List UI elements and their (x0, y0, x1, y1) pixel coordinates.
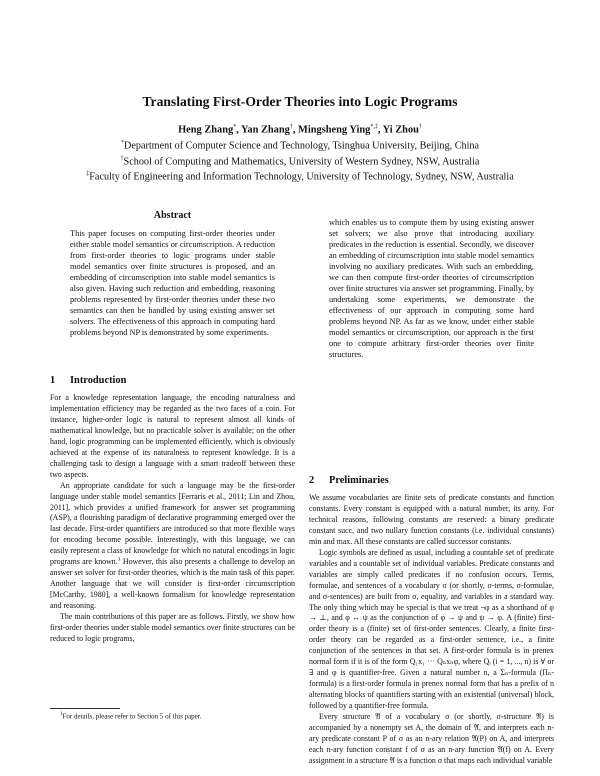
author-name: Yan Zhang (241, 124, 290, 136)
footnote-mark: 1 (60, 712, 63, 717)
section-title: Preliminaries (329, 475, 389, 486)
section-number: 2 (309, 475, 315, 486)
author-list: Heng Zhang*, Yan Zhang†, Mingsheng Ying*,‡, Yi Zhou† (178, 124, 422, 136)
affiliation (0, 140, 600, 151)
paragraph (50, 481, 295, 612)
affiliation (0, 156, 600, 167)
abstract-text: This paper focuses on computing first-order theories under either stable model semantics or circumscription. A reduction from first-order theories to logic programs under stable model semantics over finite structures is proposed, and an embedding of circumscription into stable model semantics is also given. Having such reduction and embedding, reasoning problems represented by first-order theories under these two semantics can then be handled by using existing answer set solvers. The effectiveness of this approach in computing hard problems beyond NP is demonstrated by some experiments. (70, 229, 275, 337)
affiliation-text: Faculty of Engineering and Information Technology, University of Technology, Sydney, NSW, Australia (89, 171, 514, 183)
abstract-text-continued: which enables us to compute them by using existing answer set solvers; we also prove that introducing auxiliary predicates in the reduction is essential. Secondly, we discover an embedding of circumscription into stable model semantics involving no auxiliary predicates. With such an embedding, we can then compute first-order theories of circumscription over finite structures via answer set programming. Finally, by undertaking some experiments, we demonstrate the effectiveness of our approach in computing some hard problems beyond NP. As far as we know, under either stable model semantics or circumscription, our approach is the first one to compute arbitrary first-order theories over finite structures. (329, 218, 534, 359)
author-mark: * (233, 124, 237, 130)
section-number: 1 (50, 375, 56, 386)
author-name: Yi Zhou (382, 124, 419, 136)
author-mark: † (289, 124, 293, 130)
paragraph-text: However, this also presents a challenge to develop an answer set solver for first-order theories, which is the main task of this paper. Another language that we will consider is first-order circumscription [McCarthy, 1980], a well-known formalism for knowledge representation and reasoning. (50, 557, 295, 611)
author-name: Heng Zhang (178, 124, 234, 136)
preliminaries-body (309, 493, 554, 767)
paragraph: The main contributions of this paper are as follows. Firstly, we show how first-order theories under stable model semantics over finite structures can be reduced to logic programs, (50, 612, 295, 643)
affiliation-mark: † (120, 156, 124, 162)
paragraph: Every structure 𝔄 of a vocabulary σ (or shortly, σ-structure 𝔄) is accompanied by a nonempty set A, the domain of 𝔄, and interprets each n-ary predicate constant P of σ as an n-ary relation 𝔄(P) on A, and interprets each n-ary function constant f of σ as an n-ary function 𝔄(f) on A. Every assignment in a structure 𝔄 is a function σ that maps each individual variable (309, 712, 554, 765)
footnote-reference: 1 (117, 556, 121, 563)
section-heading-preliminaries (309, 475, 389, 486)
section-heading-introduction (50, 375, 126, 386)
paragraph-text: An appropriate candidate for such a language may be the first-order language under stable model semantics [Ferraris et al., 2011; Lin and Zhou, 2011], which provides a unified framework for answer set programming (ASP), a flourishing paradigm of declarative programming emerged over the last decade. First-order quantifiers are introduced so that more flexible ways for encoding become possible. Interestingly, with this language, we can easily represent a class of knowledge for which no natural encodings in logic programs are known. (50, 480, 295, 567)
affiliation-text: Department of Computer Science and Technology, Tsinghua University, Beijing, China (123, 140, 480, 152)
section-title: Introduction (70, 375, 127, 386)
introduction-body (50, 393, 295, 645)
paragraph: We assume vocabularies are finite sets of predicate constants and function constants. Every constant is equipped with a natural number, its arity. For technical reasons, following constants are reserved: a binary predicate constant succ, and two nullary function constants (i.e. individual constants) min and max. All these constants are called successor constants. (309, 493, 554, 546)
affiliation-text: School of Computing and Mathematics, University of Western Sydney, NSW, Australia (123, 156, 480, 168)
affiliation-mark: ‡ (86, 171, 90, 177)
author-name: Mingsheng Ying (298, 124, 371, 136)
abstract-heading: Abstract (153, 210, 192, 221)
author-mark: † (418, 124, 422, 130)
paragraph: For a knowledge representation language, the encoding naturalness and implementation efficiency may be regarded as the two faces of a coin. For instance, higher-order logic is natural to represent almost all kinds of mathematical knowledge, but no practicable solver is available; on the other hand, logic programming can be implemented efficiently, which is obviously achieved at the expense of its naturalness to represent knowledge. It is a challenging task to design a language with a smart tradeoff between these two aspects. (50, 393, 295, 479)
affiliation-mark: * (120, 140, 124, 146)
footnote-text: For details, please refer to Section 5 of this paper. (62, 712, 202, 721)
paragraph: Logic symbols are defined as usual, including a countable set of predicate variables and a countable set of individual variables. Predicate constants and variables are simply called predicates if no confusion occurs. Terms, formulae, and sentences of a vocabulary σ (or shortly, σ-terms, σ-formulae, and σ-sentences) are built from σ, equality, and variables in a standard way. The only thing which may be special is that we treat ¬φ as a shorthand of φ → ⊥, and φ ↔ ψ as the conjunction of φ → ψ and ψ → φ. A (finite) first-order theory is a (finite) set of first-order sentences. Clearly, a finite first-order theory can be regarded as a first-order sentence, i.e., a finite conjunction of the sentences in that set. A first-order formula is in prenex normal form if it is of the form Q₁x₁ ··· Qₙxₙφ, where Qᵢ (i = 1, ..., n) is ∀ or ∃ and φ is quantifier-free. Given a natural number n, a Σₙ-formula (Πₙ-formula) is a first-order formula in prenex normal form that has a prefix of n alternating blocks of quantifiers starting with an existential (universal) block, followed by a quantifier-free formula. (309, 547, 554, 711)
footnote (60, 712, 202, 720)
author-mark: *,‡ (370, 124, 378, 130)
left-column (50, 210, 295, 643)
affiliation (0, 171, 600, 182)
paper-title: Translating First-Order Theories into Logic Programs (142, 94, 458, 109)
footnote-divider (50, 708, 120, 709)
